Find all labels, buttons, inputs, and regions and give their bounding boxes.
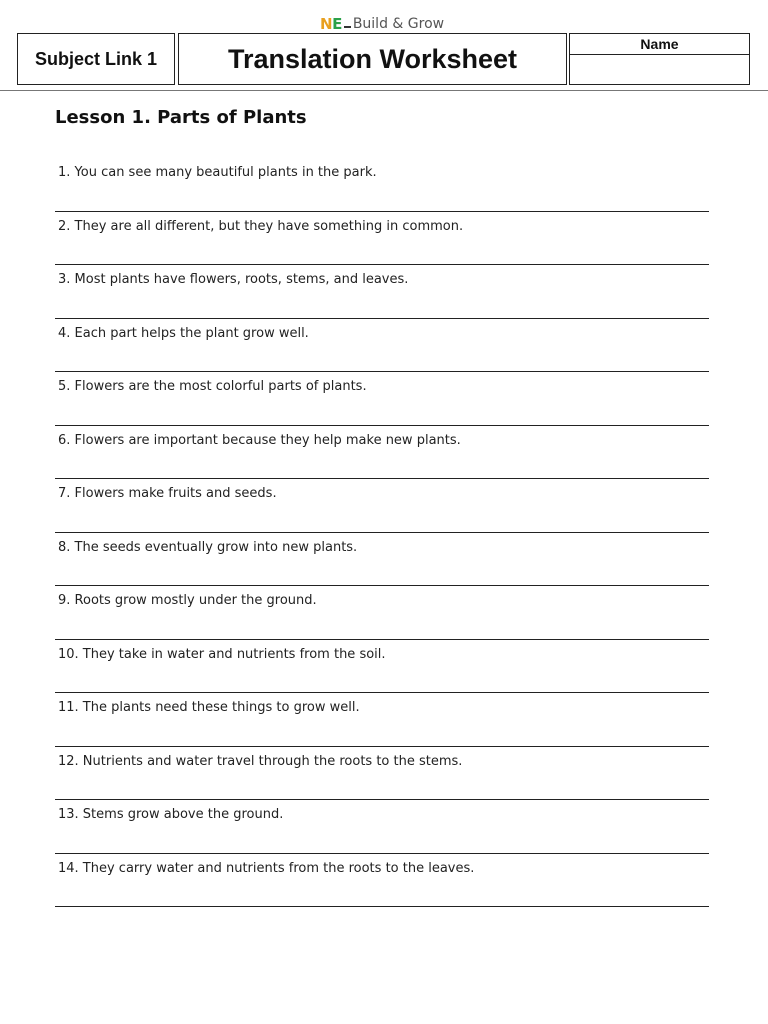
sentence-text: 12. Nutrients and water travel through the roots to the stems. xyxy=(58,753,463,769)
header-divider xyxy=(0,90,768,91)
list-item xyxy=(55,533,709,587)
sentence-text: 13. Stems grow above the ground. xyxy=(58,807,284,822)
sentence-text: 14. They carry water and nutrients from the roots to the leaves. xyxy=(58,860,475,876)
name-field[interactable] xyxy=(570,55,749,85)
subject-label: Subject Link 1 xyxy=(17,33,175,85)
list-item xyxy=(55,212,709,266)
list-item xyxy=(55,265,709,319)
list-item xyxy=(55,854,709,908)
brand-subtitle: Build & Grow xyxy=(352,16,445,32)
sentence-text: 1. You can see many beautiful plants in the park. xyxy=(58,165,377,180)
sentence-text: 6. Flowers are important because they help make new plants. xyxy=(58,432,461,448)
worksheet-title: Translation Worksheet xyxy=(178,33,567,85)
sentence-text: 8. The seeds eventually grow into new plants. xyxy=(58,539,358,555)
list-item xyxy=(55,158,709,212)
list-item xyxy=(55,586,709,640)
list-item xyxy=(55,426,709,480)
name-label: Name xyxy=(570,34,749,55)
logo-separator xyxy=(344,26,351,28)
list-item xyxy=(55,800,709,854)
sentence-text: 5. Flowers are the most colorful parts of plants. xyxy=(58,379,367,394)
list-item xyxy=(55,372,709,426)
sentence-text: 2. They are all different, but they have something in common. xyxy=(58,218,464,234)
lesson-title: Lesson 1. Parts of Plants xyxy=(55,107,307,128)
list-item xyxy=(55,319,709,373)
sentence-text: 7. Flowers make fruits and seeds. xyxy=(58,486,277,501)
list-item xyxy=(55,747,709,801)
ne-logo: NE xyxy=(320,15,342,33)
name-box xyxy=(569,33,750,85)
sentence-list xyxy=(55,158,709,907)
sentence-text: 11. The plants need these things to grow well. xyxy=(58,700,360,715)
list-item xyxy=(55,640,709,694)
brand-logo xyxy=(320,14,444,34)
list-item xyxy=(55,479,709,533)
sentence-text: 9. Roots grow mostly under the ground. xyxy=(58,593,317,608)
answer-line[interactable] xyxy=(55,906,709,907)
sentence-text: 3. Most plants have flowers, roots, stems, and leaves. xyxy=(58,272,409,287)
sentence-text: 10. They take in water and nutrients from the soil. xyxy=(58,646,386,662)
sentence-text: 4. Each part helps the plant grow well. xyxy=(58,325,309,341)
list-item xyxy=(55,693,709,747)
